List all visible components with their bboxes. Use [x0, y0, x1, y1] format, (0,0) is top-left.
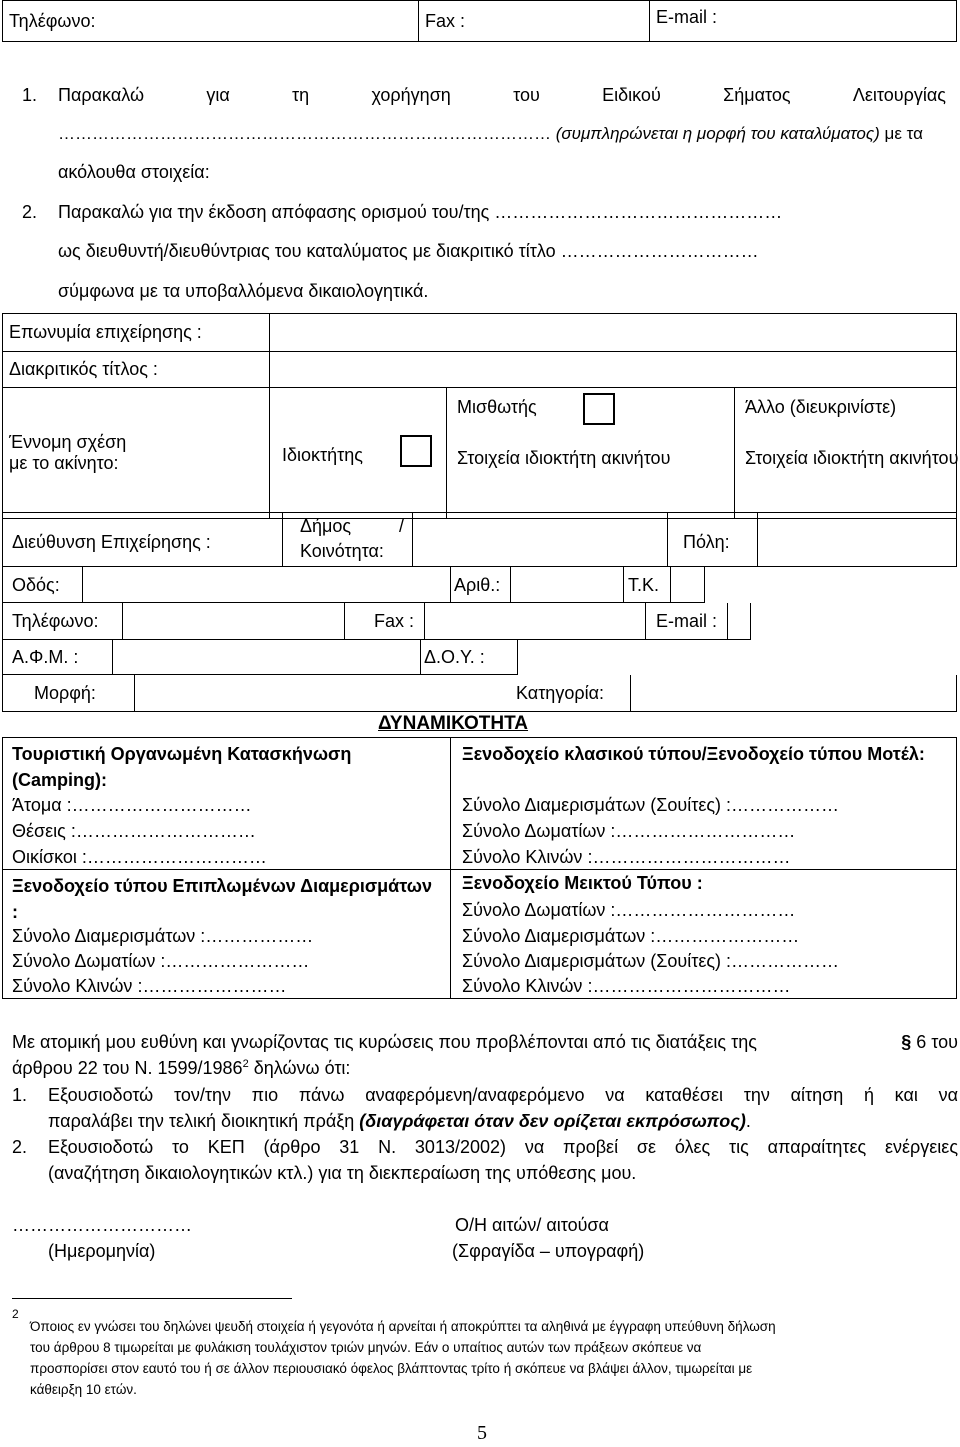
- declaration-intro-tail: 6 του: [916, 1032, 958, 1052]
- r1-word: για: [206, 85, 230, 105]
- street-divider-3: [510, 567, 511, 603]
- afm-field[interactable]: [114, 642, 418, 673]
- item-1-text: παραλάβει την τελική διοικητική πράξη: [48, 1111, 360, 1131]
- r1-word: χορήγηση: [371, 85, 451, 105]
- owner-label: Ιδιοκτήτης: [282, 445, 363, 465]
- top-email-cell[interactable]: [650, 1, 957, 42]
- footnote-line: προσπορίσει στον εαυτό του ή σε άλλον περιουσιακό όφελος βλάπτοντας τρίτο ή σκόπευε να βλάψει άλλον, τιμωρείται με: [30, 1361, 753, 1376]
- footnote-text: [30, 1316, 958, 1400]
- request-2-line-3: σύμφωνα με τα υποβαλλόμενα δικαιολογητικά.: [58, 281, 429, 301]
- top-fax-cell[interactable]: [419, 1, 650, 42]
- camping-places[interactable]: Θέσεις :…………………………: [12, 821, 256, 841]
- business-name-label: Επωνυμία επιχείρησης :: [9, 322, 202, 342]
- classic-hotel-title: Ξενοδοχείο κλασικού τύπου/Ξενοδοχείο τύπου Μοτέλ:: [462, 744, 925, 764]
- other-cell: [735, 388, 957, 519]
- phone-divider-1: [122, 603, 123, 640]
- doy-label: Δ.Ο.Υ. :: [424, 647, 485, 667]
- business-title-label-cell: [3, 352, 270, 388]
- applicant-label: Ο/Η αιτών/ αιτούσα: [455, 1215, 609, 1235]
- footnote-rule: [12, 1298, 292, 1299]
- mixed-apartments[interactable]: Σύνολο Διαμερισμάτων :……………………: [462, 926, 800, 946]
- date-label: (Ημερομηνία): [48, 1241, 156, 1261]
- right-mid-divider: [450, 869, 957, 870]
- other-owner-details: Στοιχεία ιδιοκτήτη ακινήτου: [745, 448, 959, 468]
- r1-word: τη: [292, 85, 310, 105]
- phone-label: Τηλέφωνο:: [12, 611, 99, 631]
- municipality-label-1: Δήμος: [300, 516, 352, 536]
- declaration-line-2: [12, 1058, 350, 1079]
- footnote-number: 2: [12, 1307, 19, 1321]
- request-2-line-1: Παρακαλώ για την έκδοση απόφασης ορισμού του/της …………………………………………: [58, 202, 783, 222]
- mixed-hotel-title: Ξενοδοχείο Μεικτού Τύπου :: [462, 873, 703, 893]
- relation-label-1: Έννομη σχέση: [9, 432, 127, 452]
- request-1-line-3: ακόλουθα στοιχεία:: [58, 162, 210, 182]
- stamp-label: (Σφραγίδα – υπογραφή): [452, 1241, 645, 1261]
- street-divider-5: [670, 567, 671, 603]
- date-dots[interactable]: …………………………: [12, 1215, 192, 1235]
- phone-divider-3: [424, 603, 425, 640]
- business-name-label-cell: [3, 314, 270, 352]
- tenant-label: Μισθωτής: [457, 397, 537, 417]
- street-divider-1: [82, 567, 83, 603]
- afm-divider-1: [112, 640, 113, 675]
- footnote-line: του άρθρου 8 τιμωρείται με φυλάκιση τουλάχιστον τριών μηνών. Εάν ο υπαίτιος αυτών των πράξεων σκόπευε να: [30, 1340, 702, 1355]
- footnote-ref: 2: [242, 1058, 249, 1070]
- city-field[interactable]: [758, 514, 956, 566]
- municipality-slash: /: [398, 516, 404, 536]
- classic-beds[interactable]: Σύνολο Κλινών :……………………………: [462, 847, 791, 867]
- item-1-number: 1.: [12, 1085, 28, 1105]
- category-label: Κατηγορία:: [516, 683, 604, 703]
- owner-checkbox[interactable]: [400, 435, 432, 467]
- declaration-law: άρθρου 22 του Ν. 1599/1986: [12, 1058, 243, 1078]
- request-1-line-2: [58, 124, 923, 144]
- form-divider-2: [630, 675, 631, 712]
- item-2-number: 2.: [12, 1137, 28, 1157]
- fax-label: Fax :: [374, 611, 415, 631]
- r1-word: Ειδικού: [602, 85, 661, 105]
- left-mid-divider: [2, 869, 450, 870]
- r1-word: Λειτουργίας: [852, 85, 946, 105]
- r1-dots: ……………………………………………………………………………: [58, 124, 551, 143]
- item-1-line-2: [48, 1111, 751, 1132]
- zip-label: Τ.Κ.: [628, 575, 660, 595]
- request-1-number: 1.: [22, 85, 38, 105]
- form-divider-1: [134, 675, 135, 712]
- item-1-note: (διαγράφεται όταν δεν ορίζεται εκπρόσωπος): [359, 1111, 746, 1131]
- top-email-label: E-mail :: [656, 7, 718, 27]
- form-label: Μορφή:: [34, 683, 96, 703]
- tenant-checkbox[interactable]: [583, 393, 615, 425]
- item-1-line-1: Εξουσιοδοτώ τον/την πιο πάνω αναφερόμενη/αναφερόμενο να καταθέσει την αίτηση ή και να: [48, 1085, 958, 1105]
- camping-persons[interactable]: Άτομα :…………………………: [12, 795, 252, 815]
- apartments-rooms[interactable]: Σύνολο Δωματίων :……………………: [12, 951, 310, 971]
- relation-label-cell: [3, 388, 270, 519]
- relation-label-2: με το ακίνητο:: [9, 453, 119, 473]
- top-contact-table: [2, 0, 957, 42]
- page-number: 5: [477, 1422, 487, 1444]
- business-title-field[interactable]: [270, 352, 957, 388]
- tenant-cell: [447, 388, 735, 519]
- top-phone-label: Τηλέφωνο:: [9, 10, 96, 31]
- municipality-label-2: Κοινότητα:: [300, 541, 384, 561]
- tenant-owner-details: Στοιχεία ιδιοκτήτη ακινήτου: [457, 448, 671, 468]
- afm-divider-2: [420, 640, 421, 675]
- top-fax-label: Fax :: [425, 10, 466, 31]
- footnote-line: κάθειρξη 10 ετών.: [30, 1382, 137, 1397]
- r1-word: Παρακαλώ: [58, 85, 145, 105]
- city-label: Πόλη:: [683, 532, 730, 552]
- footnote-line: Όποιος εν γνώσει του δηλώνει ψευδή στοιχεία ή γεγονότα ή αρνείται ή αποκρύπτει τα αληθινά με έγγραφη υπεύθυνη δήλωση: [30, 1319, 776, 1334]
- section-sign: §: [901, 1032, 912, 1052]
- request-1-line-1: [58, 85, 946, 106]
- mixed-rooms[interactable]: Σύνολο Δωματίων :…………………………: [462, 900, 796, 920]
- request-2-line-2: ως διευθυντή/διευθύντριας του καταλύματος με διακριτικό τίτλο ……………………………: [58, 241, 759, 261]
- business-table: [2, 313, 957, 519]
- apartments-title: Ξενοδοχείο τύπου Επιπλωμένων Διαμερισμάτων :: [12, 876, 432, 922]
- mixed-beds[interactable]: Σύνολο Κλινών :……………………………: [462, 976, 791, 996]
- classic-suites[interactable]: Σύνολο Διαμερισμάτων (Σουίτες) :………………: [462, 795, 840, 815]
- top-phone-cell[interactable]: [3, 1, 419, 42]
- municipality-line-1: [300, 516, 404, 537]
- street-divider-4: [623, 567, 624, 603]
- phone-divider-2: [344, 603, 345, 640]
- afm-label: Α.Φ.Μ. :: [12, 647, 79, 667]
- item-1-period: .: [745, 1111, 751, 1131]
- mixed-suites[interactable]: Σύνολο Διαμερισμάτων (Σουίτες) :………………: [462, 951, 840, 971]
- declaration-line-1: [12, 1032, 958, 1053]
- item-2-line-1: Εξουσιοδοτώ το ΚΕΠ (άρθρο 31 Ν. 3013/2002) να προβεί σε όλες τις απαραίτητες ενέργειες: [48, 1137, 958, 1157]
- apartments-beds[interactable]: Σύνολο Κλινών :……………………: [12, 976, 287, 996]
- r1-tail: με τα: [884, 124, 923, 143]
- owner-cell: [270, 388, 447, 519]
- address-label: Διεύθυνση Επιχείρησης :: [12, 532, 211, 552]
- capacity-heading: ΔΥΝΑΜΙΚΟΤΗΤΑ: [378, 713, 529, 734]
- phone-divider-5: [727, 603, 728, 640]
- street-field[interactable]: [84, 569, 448, 601]
- category-field[interactable]: [632, 677, 956, 710]
- form-field[interactable]: [136, 677, 496, 710]
- r1-word: του: [513, 85, 540, 105]
- apartments-total[interactable]: Σύνολο Διαμερισμάτων :………………: [12, 926, 314, 946]
- number-label: Αριθ.:: [454, 575, 501, 595]
- classic-rooms[interactable]: Σύνολο Δωματίων :…………………………: [462, 821, 796, 841]
- declaration-intro: Με ατομική μου ευθύνη και γνωρίζοντας τις κυρώσεις που προβλέπονται από τις διατάξεις της: [12, 1032, 757, 1052]
- address-divider-3: [667, 512, 668, 567]
- street-label: Οδός:: [12, 575, 60, 595]
- request-2-number: 2.: [22, 202, 38, 222]
- phone-divider-4: [645, 603, 646, 640]
- email-label: E-mail :: [656, 611, 718, 631]
- r1-italic-note: (συμπληρώνεται η μορφή του καταλύματος): [555, 124, 880, 143]
- declaration-declare: δηλώνω ότι:: [248, 1058, 351, 1078]
- address-divider-1: [282, 512, 283, 567]
- municipality-field[interactable]: [413, 514, 666, 566]
- capacity-divider-2: [450, 737, 451, 999]
- r1-word: Σήματος: [723, 85, 791, 105]
- camping-title: Τουριστική Οργανωμένη Κατασκήνωση (Camping):: [12, 744, 352, 790]
- business-title-label: Διακριτικός τίτλος :: [9, 359, 158, 379]
- other-label: Άλλο (διευκρινίστε): [745, 397, 897, 417]
- street-divider-2: [450, 567, 451, 603]
- camping-cabins[interactable]: Οικίσκοι :…………………………: [12, 847, 267, 867]
- item-2-line-2: (αναζήτηση δικαιολογητικών κτλ.) για τη διεκπεραίωση της υπόθεσης μου.: [48, 1163, 637, 1183]
- business-name-field[interactable]: [270, 314, 957, 352]
